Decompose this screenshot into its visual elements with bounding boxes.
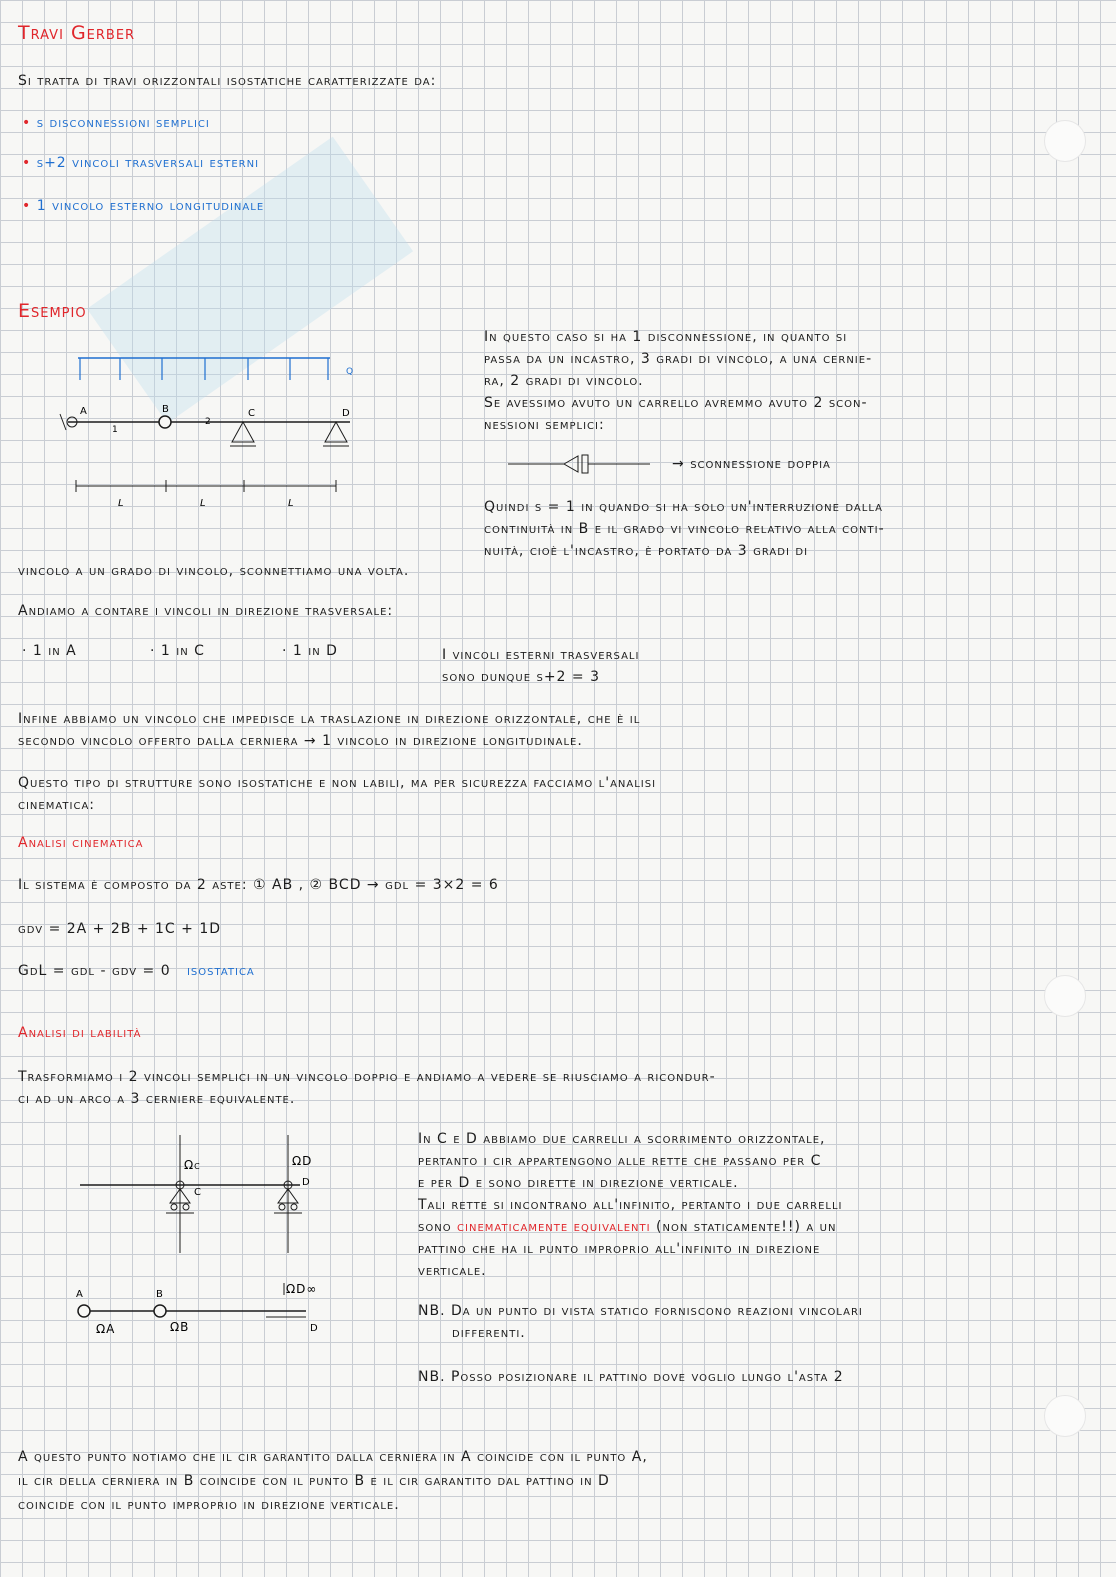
omega-d-inf: ΩD∞ [286, 1282, 318, 1296]
lability-heading: Analisi di labilità [18, 1025, 142, 1041]
intro-line: Si tratta di travi orizzontali isostatiche caratterizzate da: [18, 73, 437, 89]
para4-line2: cinematica: [18, 797, 96, 813]
bullet-2: • s+2 vincoli trasversali esterni [22, 155, 260, 171]
counts-result-2: sono dunque s+2 = 3 [442, 669, 601, 685]
para3-line2: secondo vincolo offerto dalla cerniera → 1 vincolo in direzione longitudinale. [18, 733, 583, 749]
para6-line6: pattino che ha il punto improprio all'infinito in direzione [418, 1241, 821, 1257]
para6-line5: sono cinematicamente equivalenti (non staticamente!!) a un [418, 1219, 837, 1235]
para4-line1: Questo tipo di strutture sono isostatiche e non labili, ma per sicurezza facciamo l'analisi [18, 775, 657, 791]
system-line: Il sistema è composto da 2 aste: ① AB , ② BCD → gdl = 3×2 = 6 [18, 877, 499, 893]
para1-line3: ra, 2 gradi di vincolo. [484, 373, 644, 389]
para1-line4: Se avessimo avuto un carrello avremmo avuto 2 scon- [484, 395, 868, 411]
counts-result-1: I vincoli esterni trasversali [442, 647, 640, 663]
final-line3: coincide con il punto improprio in direzione verticale. [18, 1497, 400, 1513]
final-line2: il cir della cerniera in B coincide con il punto B e il cir garantito dal pattino in D [18, 1473, 610, 1489]
omega-b: ΩB [170, 1320, 190, 1334]
example-heading: Esempio [18, 300, 87, 322]
nb2: NB. Posso posizionare il pattino dove voglio lungo l'asta 2 [418, 1369, 844, 1385]
gerber-beam-diagram [60, 350, 380, 520]
node-b: B [162, 404, 170, 415]
span-1: l [118, 494, 125, 510]
count-a: · 1 in A [22, 643, 77, 659]
double-disconnection-label: → sconnessione doppia [672, 456, 831, 472]
para1-line5: nessioni semplici: [484, 417, 605, 433]
para2-line2: continuità in B e il grado vi vincolo relativo alla conti- [484, 521, 885, 537]
para2-line4: vincolo a un grado di vincolo, sconnettiamo una volta. [18, 563, 410, 579]
node-d: D [342, 408, 351, 419]
para6-line1: In C e D abbiamo due carrelli a scorrimento orizzontale, [418, 1131, 826, 1147]
gdl-line: GdL = gdl - gdv = 0 isostatica [18, 963, 255, 979]
load-label: q [346, 363, 355, 378]
node-a: A [80, 406, 88, 417]
node-c: C [248, 408, 256, 419]
para1-line2: passa da un incastro, 3 gradi di vincolo, a una cernie- [484, 351, 873, 367]
d2-node-d: D [310, 1323, 319, 1334]
para5-line2: ci ad un arco a 3 cerniere equivalente. [18, 1091, 296, 1107]
page-title: Travi Gerber [18, 22, 136, 44]
para6-line7: verticale. [418, 1263, 487, 1279]
para6-line2: pertanto i cir appartengono alle rette che passano per C [418, 1153, 822, 1169]
d2-node-a: A [76, 1289, 84, 1300]
d2-node-d-top: D [302, 1177, 311, 1188]
d2-node-b: B [156, 1289, 164, 1300]
para6-line4: Tali rette si incontrano all'infinito, pertanto i due carrelli [418, 1197, 843, 1213]
count-c: · 1 in C [150, 643, 205, 659]
nb1-line2: differenti. [452, 1325, 526, 1341]
omega-c: Ωc [184, 1158, 201, 1172]
para2-line1: Quindi s = 1 in quando si ha solo un'interruzione dalla [484, 499, 883, 515]
isostatic-label: isostatica [186, 963, 255, 979]
lability-diagram [70, 1135, 370, 1345]
bullet-1: • s disconnessioni semplici [22, 115, 210, 131]
bullet-3: • 1 vincolo esterno longitudinale [22, 198, 265, 214]
d2-node-c: C [194, 1187, 202, 1198]
count-d: · 1 in D [282, 643, 338, 659]
kinematic-heading: Analisi cinematica [18, 835, 144, 851]
member-1: 1 [112, 425, 119, 435]
para6-line3: e per D e sono dirette in direzione verticale. [418, 1175, 739, 1191]
count-line: Andiamo a contare i vincoli in direzione trasversale: [18, 603, 394, 619]
para1-line1: In questo caso si ha 1 disconnessione, in quanto si [484, 329, 848, 345]
para3-line1: Infine abbiamo un vincolo che impedisce la traslazione in direzione orizzontale, che è il [18, 711, 641, 727]
nb1-line1: NB. Da un punto di vista statico forniscono reazioni vincolari [418, 1303, 863, 1319]
double-disconnection-symbol [508, 452, 658, 476]
final-line1: A questo punto notiamo che il cir garantito dalla cerniera in A coincide con il punto A, [18, 1449, 648, 1465]
gdv-line: gdv = 2A + 2B + 1C + 1D [18, 921, 222, 937]
member-2: 2 [205, 417, 212, 427]
omega-d: ΩD [292, 1154, 313, 1168]
kinematic-equivalent: cinematicamente equivalenti [457, 1219, 651, 1235]
omega-a: ΩA [96, 1322, 116, 1336]
span-2: l [200, 494, 207, 510]
para2-line3: nuità, cioè l'incastro, è portato da 3 gradi di [484, 543, 809, 559]
span-3: l [288, 494, 295, 510]
para5-line1: Trasformiamo i 2 vincoli semplici in un vincolo doppio e andiamo a vedere se riusciamo a ricondur- [18, 1069, 716, 1085]
